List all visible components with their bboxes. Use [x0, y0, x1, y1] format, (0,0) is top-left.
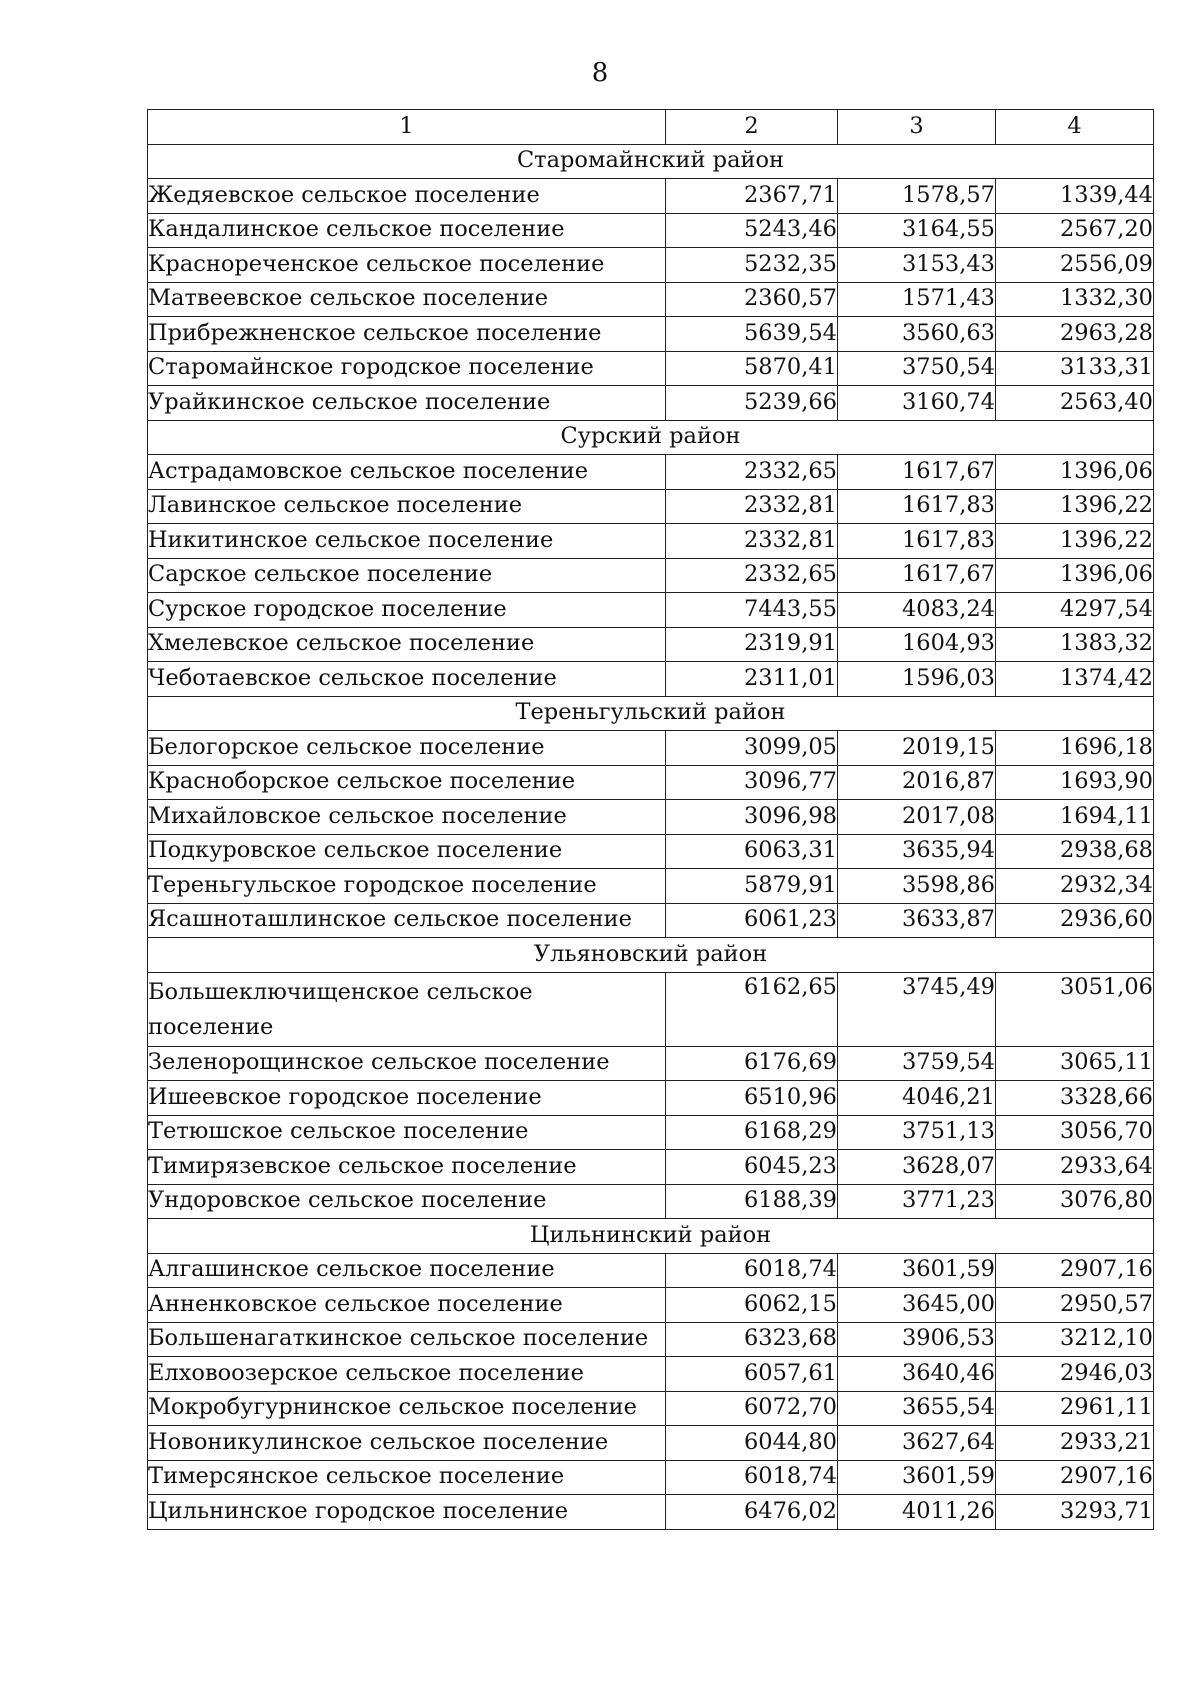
value-col-3: 3771,23	[838, 1184, 996, 1219]
value-col-3: 1617,67	[838, 455, 996, 490]
value-col-4: 3212,10	[996, 1322, 1154, 1357]
settlement-name: Ундоровское сельское поселение	[148, 1184, 666, 1219]
settlement-name: Лавинское сельское поселение	[148, 489, 666, 524]
table-row	[148, 731, 1154, 766]
value-col-4: 1396,06	[996, 558, 1154, 593]
value-col-2: 3096,77	[666, 765, 838, 800]
table-row	[148, 524, 1154, 559]
value-col-3: 2019,15	[838, 731, 996, 766]
value-col-4: 1396,22	[996, 524, 1154, 559]
settlement-name: Сурское городское поселение	[148, 593, 666, 628]
table-row	[148, 903, 1154, 938]
value-col-3: 3601,59	[838, 1253, 996, 1288]
value-col-2: 6018,74	[666, 1460, 838, 1495]
value-col-2: 6162,65	[666, 972, 838, 1046]
value-col-2: 6057,61	[666, 1357, 838, 1392]
table-row	[148, 455, 1154, 490]
value-col-4: 2950,57	[996, 1288, 1154, 1323]
settlement-name: Михайловское сельское поселение	[148, 800, 666, 835]
district-row	[148, 1219, 1154, 1254]
value-col-4: 2933,21	[996, 1426, 1154, 1461]
table-row	[148, 1322, 1154, 1357]
settlement-name: Старомайнское городское поселение	[148, 351, 666, 386]
table-row	[148, 1046, 1154, 1081]
value-col-2: 6061,23	[666, 903, 838, 938]
value-col-3: 3759,54	[838, 1046, 996, 1081]
value-col-2: 2332,65	[666, 455, 838, 490]
value-col-3: 1571,43	[838, 282, 996, 317]
value-col-2: 5232,35	[666, 248, 838, 283]
value-col-3: 3635,94	[838, 834, 996, 869]
value-col-3: 3598,86	[838, 869, 996, 904]
table-row	[148, 351, 1154, 386]
value-col-3: 3160,74	[838, 386, 996, 421]
value-col-2: 2332,65	[666, 558, 838, 593]
value-col-4: 1396,06	[996, 455, 1154, 490]
value-col-2: 6063,31	[666, 834, 838, 869]
value-col-2: 2311,01	[666, 662, 838, 697]
value-col-3: 4011,26	[838, 1495, 996, 1530]
value-col-2: 6018,74	[666, 1253, 838, 1288]
value-col-2: 5870,41	[666, 351, 838, 386]
value-col-2: 6044,80	[666, 1426, 838, 1461]
settlement-name: Жедяевское сельское поселение	[148, 179, 666, 214]
settlement-name: Никитинское сельское поселение	[148, 524, 666, 559]
value-col-4: 1339,44	[996, 179, 1154, 214]
district-title: Сурский район	[148, 420, 1154, 455]
table-row	[148, 1253, 1154, 1288]
value-col-3: 2016,87	[838, 765, 996, 800]
settlement-name: Тетюшское сельское поселение	[148, 1115, 666, 1150]
column-header-2: 2	[666, 110, 838, 145]
value-col-3: 3601,59	[838, 1460, 996, 1495]
settlement-name: Урайкинское сельское поселение	[148, 386, 666, 421]
table-row	[148, 489, 1154, 524]
settlement-name: Матвеевское сельское поселение	[148, 282, 666, 317]
value-col-4: 1383,32	[996, 627, 1154, 662]
value-col-4: 1374,42	[996, 662, 1154, 697]
value-col-4: 3051,06	[996, 972, 1154, 1046]
settlement-name: Красноборское сельское поселение	[148, 765, 666, 800]
value-col-3: 3645,00	[838, 1288, 996, 1323]
settlement-name: Хмелевское сельское поселение	[148, 627, 666, 662]
value-col-4: 1693,90	[996, 765, 1154, 800]
value-col-2: 6510,96	[666, 1081, 838, 1116]
value-col-3: 3751,13	[838, 1115, 996, 1150]
value-col-2: 6072,70	[666, 1391, 838, 1426]
table-row	[148, 1460, 1154, 1495]
table-row	[148, 1184, 1154, 1219]
district-title: Старомайнский район	[148, 144, 1154, 179]
value-col-4: 2938,68	[996, 834, 1154, 869]
settlement-name: Кандалинское сельское поселение	[148, 213, 666, 248]
table-row	[148, 834, 1154, 869]
value-col-3: 3164,55	[838, 213, 996, 248]
value-col-2: 7443,55	[666, 593, 838, 628]
value-col-3: 3633,87	[838, 903, 996, 938]
settlement-name: Большенагаткинское сельское поселение	[148, 1322, 666, 1357]
table-row	[148, 558, 1154, 593]
value-col-2: 5239,66	[666, 386, 838, 421]
settlement-name: Краснореченское сельское поселение	[148, 248, 666, 283]
settlement-name: Новоникулинское сельское поселение	[148, 1426, 666, 1461]
value-col-2: 2332,81	[666, 524, 838, 559]
header-row	[148, 110, 1154, 145]
district-title: Тереньгульский район	[148, 696, 1154, 731]
value-col-2: 2319,91	[666, 627, 838, 662]
settlements-table	[147, 109, 1154, 1530]
table-row	[148, 1426, 1154, 1461]
table-row	[148, 1115, 1154, 1150]
value-col-2: 6176,69	[666, 1046, 838, 1081]
district-row	[148, 420, 1154, 455]
table-row	[148, 1391, 1154, 1426]
value-col-4: 3133,31	[996, 351, 1154, 386]
settlement-name: Астрадамовское сельское поселение	[148, 455, 666, 490]
value-col-4: 2563,40	[996, 386, 1154, 421]
value-col-3: 1617,83	[838, 489, 996, 524]
value-col-4: 2567,20	[996, 213, 1154, 248]
district-row	[148, 144, 1154, 179]
settlement-name: Чеботаевское сельское поселение	[148, 662, 666, 697]
value-col-4: 2961,11	[996, 1391, 1154, 1426]
settlement-name: Ишеевское городское поселение	[148, 1081, 666, 1116]
settlement-name: Цильнинское городское поселение	[148, 1495, 666, 1530]
settlement-name: Тимерсянское сельское поселение	[148, 1460, 666, 1495]
value-col-4: 1696,18	[996, 731, 1154, 766]
value-col-4: 2907,16	[996, 1253, 1154, 1288]
settlement-name: Тимирязевское сельское поселение	[148, 1150, 666, 1185]
value-col-2: 5879,91	[666, 869, 838, 904]
table-row	[148, 869, 1154, 904]
table-row	[148, 1150, 1154, 1185]
value-col-4: 1396,22	[996, 489, 1154, 524]
value-col-4: 3076,80	[996, 1184, 1154, 1219]
settlement-name: Сарское сельское поселение	[148, 558, 666, 593]
table-row	[148, 627, 1154, 662]
value-col-4: 2907,16	[996, 1460, 1154, 1495]
value-col-4: 2556,09	[996, 248, 1154, 283]
settlement-name: Елховоозерское сельское поселение	[148, 1357, 666, 1392]
value-col-2: 6045,23	[666, 1150, 838, 1185]
value-col-2: 2332,81	[666, 489, 838, 524]
settlement-name: Большеключищенское сельское поселение	[148, 972, 666, 1046]
value-col-2: 6168,29	[666, 1115, 838, 1150]
table-row	[148, 765, 1154, 800]
value-col-3: 2017,08	[838, 800, 996, 835]
settlement-name: Белогорское сельское поселение	[148, 731, 666, 766]
value-col-2: 3096,98	[666, 800, 838, 835]
district-title: Ульяновский район	[148, 938, 1154, 973]
column-header-3: 3	[838, 110, 996, 145]
value-col-3: 4083,24	[838, 593, 996, 628]
value-col-3: 3640,46	[838, 1357, 996, 1392]
settlement-name: Мокробугурнинское сельское поселение	[148, 1391, 666, 1426]
value-col-2: 5639,54	[666, 317, 838, 352]
value-col-4: 2932,34	[996, 869, 1154, 904]
value-col-3: 3745,49	[838, 972, 996, 1046]
value-col-3: 1578,57	[838, 179, 996, 214]
value-col-4: 2933,64	[996, 1150, 1154, 1185]
value-col-4: 2936,60	[996, 903, 1154, 938]
value-col-2: 6323,68	[666, 1322, 838, 1357]
table-row	[148, 179, 1154, 214]
column-header-4: 4	[996, 110, 1154, 145]
settlement-name: Алгашинское сельское поселение	[148, 1253, 666, 1288]
settlement-name: Подкуровское сельское поселение	[148, 834, 666, 869]
table-row	[148, 593, 1154, 628]
value-col-3: 3560,63	[838, 317, 996, 352]
settlement-name: Прибрежненское сельское поселение	[148, 317, 666, 352]
value-col-3: 3628,07	[838, 1150, 996, 1185]
table-row	[148, 662, 1154, 697]
table-row	[148, 386, 1154, 421]
value-col-3: 1604,93	[838, 627, 996, 662]
value-col-3: 1617,83	[838, 524, 996, 559]
value-col-3: 1617,67	[838, 558, 996, 593]
table-row	[148, 317, 1154, 352]
district-row	[148, 938, 1154, 973]
column-header-1: 1	[148, 110, 666, 145]
value-col-4: 3056,70	[996, 1115, 1154, 1150]
value-col-3: 3750,54	[838, 351, 996, 386]
value-col-4: 3293,71	[996, 1495, 1154, 1530]
value-col-2: 5243,46	[666, 213, 838, 248]
table-row	[148, 1081, 1154, 1116]
table-row	[148, 282, 1154, 317]
table-row	[148, 800, 1154, 835]
value-col-4: 1694,11	[996, 800, 1154, 835]
value-col-2: 6188,39	[666, 1184, 838, 1219]
table-row	[148, 1288, 1154, 1323]
value-col-4: 3065,11	[996, 1046, 1154, 1081]
value-col-4: 2946,03	[996, 1357, 1154, 1392]
district-title: Цильнинский район	[148, 1219, 1154, 1254]
value-col-2: 6062,15	[666, 1288, 838, 1323]
value-col-3: 3906,53	[838, 1322, 996, 1357]
table-row	[148, 972, 1154, 1046]
value-col-2: 2367,71	[666, 179, 838, 214]
settlement-name: Тереньгульское городское поселение	[148, 869, 666, 904]
settlement-name: Зеленорощинское сельское поселение	[148, 1046, 666, 1081]
settlement-name: Ясашноташлинское сельское поселение	[148, 903, 666, 938]
value-col-4: 1332,30	[996, 282, 1154, 317]
value-col-2: 2360,57	[666, 282, 838, 317]
value-col-3: 4046,21	[838, 1081, 996, 1116]
value-col-4: 2963,28	[996, 317, 1154, 352]
value-col-2: 3099,05	[666, 731, 838, 766]
value-col-2: 6476,02	[666, 1495, 838, 1530]
page-number: 8	[591, 58, 609, 88]
value-col-4: 4297,54	[996, 593, 1154, 628]
table-row	[148, 1357, 1154, 1392]
settlement-name: Анненковское сельское поселение	[148, 1288, 666, 1323]
value-col-3: 3627,64	[838, 1426, 996, 1461]
value-col-3: 3655,54	[838, 1391, 996, 1426]
value-col-3: 3153,43	[838, 248, 996, 283]
value-col-4: 3328,66	[996, 1081, 1154, 1116]
value-col-3: 1596,03	[838, 662, 996, 697]
table-row	[148, 248, 1154, 283]
table-row	[148, 213, 1154, 248]
table-row	[148, 1495, 1154, 1530]
district-row	[148, 696, 1154, 731]
